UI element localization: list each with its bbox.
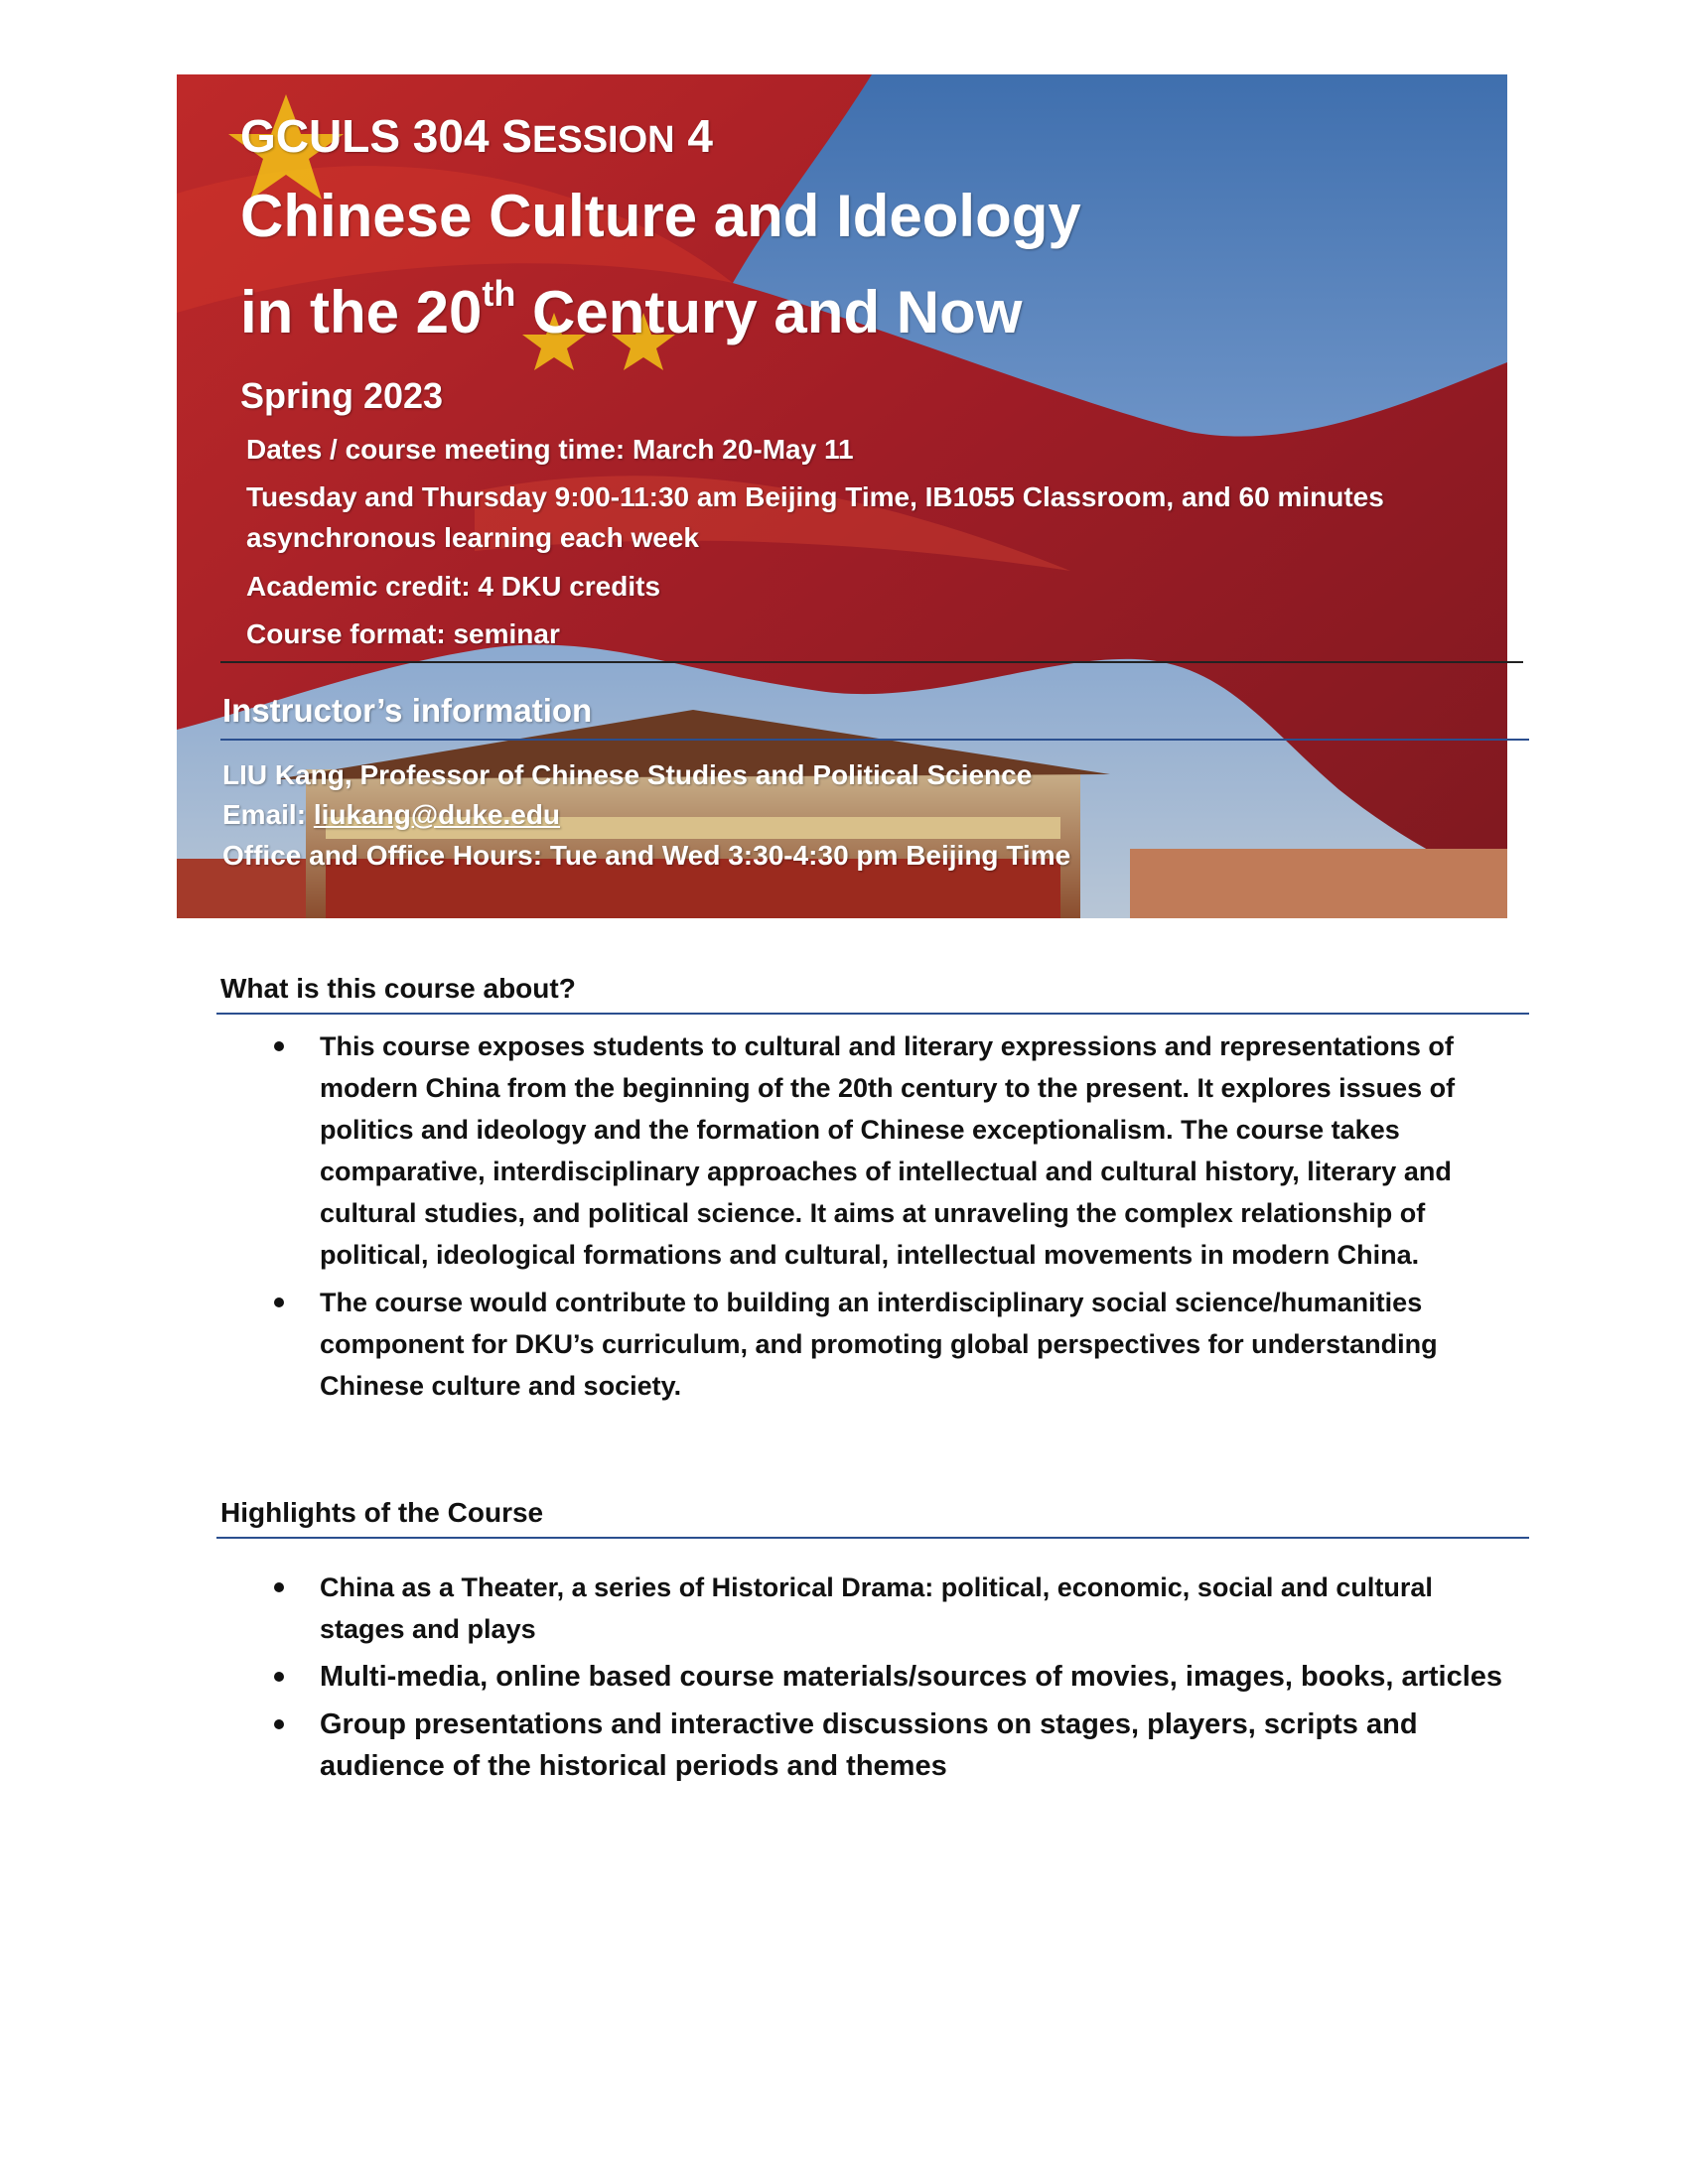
divider	[220, 661, 1523, 663]
academic-credit: Academic credit: 4 DKU credits	[246, 571, 661, 602]
instructor-email: Email: liukang@duke.edu	[222, 799, 561, 830]
course-code: GCULS 304 SESSION 4	[240, 110, 713, 162]
list-item: Group presentations and interactive discussions on stages, players, scripts and audience of the historical periods and themes	[268, 1704, 1524, 1787]
about-heading: What is this course about?	[220, 973, 576, 1004]
list-item: The course would contribute to building an interdisciplinary social science/humanities component for DKU’s curriculum, and promoting global perspectives for understanding Chinese culture and society.	[268, 1282, 1524, 1407]
meeting-times-continued: asynchronous learning each week	[246, 522, 699, 553]
highlights-list	[268, 1567, 1524, 1793]
about-divider	[216, 1013, 1529, 1015]
instructor-heading: Instructor’s information	[222, 692, 593, 729]
term: Spring 2023	[240, 375, 444, 416]
meeting-dates: Dates / course meeting time: March 20-May 11	[246, 434, 854, 465]
instructor-name: LIU Kang, Professor of Chinese Studies and Political Science	[222, 759, 1033, 790]
highlights-heading: Highlights of the Course	[220, 1497, 544, 1528]
email-link[interactable]: liukang@duke.edu	[313, 799, 561, 830]
course-title-line-2: in the 20th Century and Now	[240, 273, 1023, 345]
list-item: This course exposes students to cultural and literary expressions and representations of modern China from the beginning of the 20th century to the present. It explores issues of politics and ideology and the formation of Chinese exceptionalism. The course takes comparative, interdisciplinary approaches of intellectual and cultural history, literary and cultural studies, and political science. It aims at unraveling the complex relationship of political, ideological formations and cultural, intellectual movements in modern China.	[268, 1025, 1524, 1276]
list-item: Multi-media, online based course materials/sources of movies, images, books, articles	[268, 1656, 1524, 1698]
meeting-times: Tuesday and Thursday 9:00-11:30 am Beijing Time, IB1055 Classroom, and 60 minutes	[246, 481, 1384, 512]
instructor-divider	[220, 739, 1529, 741]
list-item: China as a Theater, a series of Historical Drama: political, economic, social and cultural stages and plays	[268, 1567, 1524, 1650]
course-title-line-1: Chinese Culture and Ideology	[240, 183, 1081, 249]
highlights-divider	[216, 1537, 1529, 1539]
course-format: Course format: seminar	[246, 618, 560, 649]
about-list	[268, 1025, 1524, 1413]
office-hours: Office and Office Hours: Tue and Wed 3:30-4:30 pm Beijing Time	[222, 840, 1071, 871]
header-banner	[177, 74, 1507, 918]
